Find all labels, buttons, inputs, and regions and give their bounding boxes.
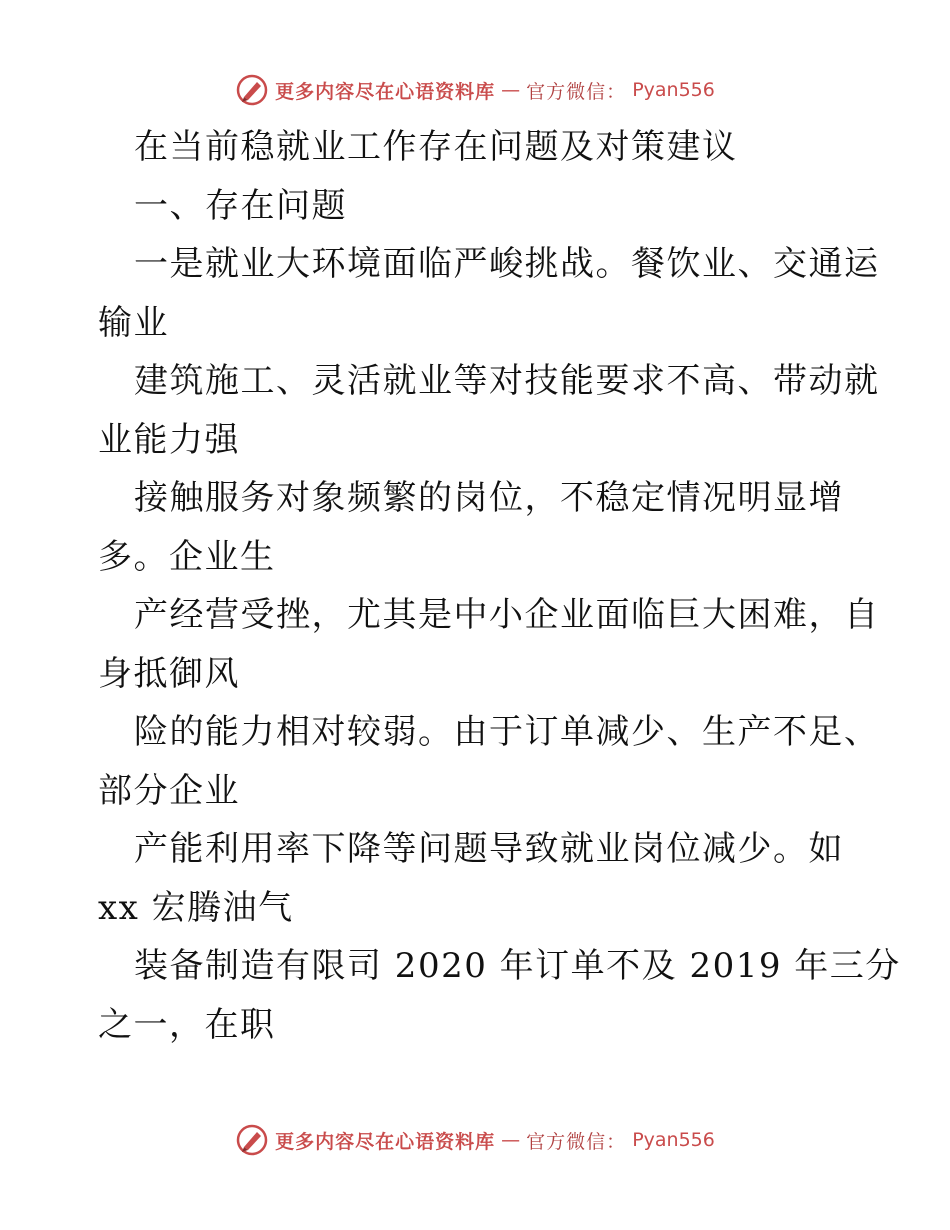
paragraph-line: 部分企业 (98, 770, 240, 811)
paragraph-line: 接触服务对象频繁的岗位，不稳定情况明显增 (134, 478, 844, 518)
header-watermark-banner (0, 72, 950, 108)
paragraph-line: 建筑施工、灵活就业等对技能要求不高、带动就 (134, 361, 880, 401)
paragraph-line: 产经营受挫，尤其是中小企业面临巨大困难，自 (134, 595, 880, 635)
paragraph-line: 身抵御风 (98, 653, 240, 694)
paragraph-line: 产能利用率下降等问题导致就业岗位减少。如 (134, 829, 844, 869)
banner-main-text: 更多内容尽在心语资料库 (275, 1130, 496, 1153)
footer-watermark-banner (0, 1122, 950, 1158)
pen-logo-icon (235, 73, 269, 107)
banner-sub-text: 官方微信： (526, 1130, 627, 1153)
paragraph-line: 装备制造有限司 2020 年订单不及 2019 年三分 (134, 946, 901, 986)
section-heading: 一、存在问题 (134, 185, 347, 226)
paragraph-line: 之一，在职 (98, 1004, 276, 1045)
banner-wechat-id: Pyan556 (632, 79, 715, 101)
paragraph-line: 多。企业生 (98, 536, 276, 577)
pen-logo-icon (235, 1123, 269, 1157)
banner-dash: — (501, 79, 521, 101)
document-body (98, 118, 901, 1054)
paragraph-line: xx 宏腾油气 (98, 887, 294, 928)
paragraph-line: 一是就业大环境面临严峻挑战。餐饮业、交通运 (134, 244, 880, 284)
paragraph-line: 险的能力相对较弱。由于订单减少、生产不足、 (134, 712, 880, 752)
banner-wechat-id: Pyan556 (632, 1129, 715, 1151)
paragraph-line: 业能力强 (98, 419, 240, 460)
paragraph-line: 输业 (98, 302, 169, 343)
banner-main-text: 更多内容尽在心语资料库 (275, 80, 496, 103)
document-title: 在当前稳就业工作存在问题及对策建议 (134, 127, 738, 167)
banner-sub-text: 官方微信： (526, 80, 627, 103)
banner-dash: — (501, 1129, 521, 1151)
